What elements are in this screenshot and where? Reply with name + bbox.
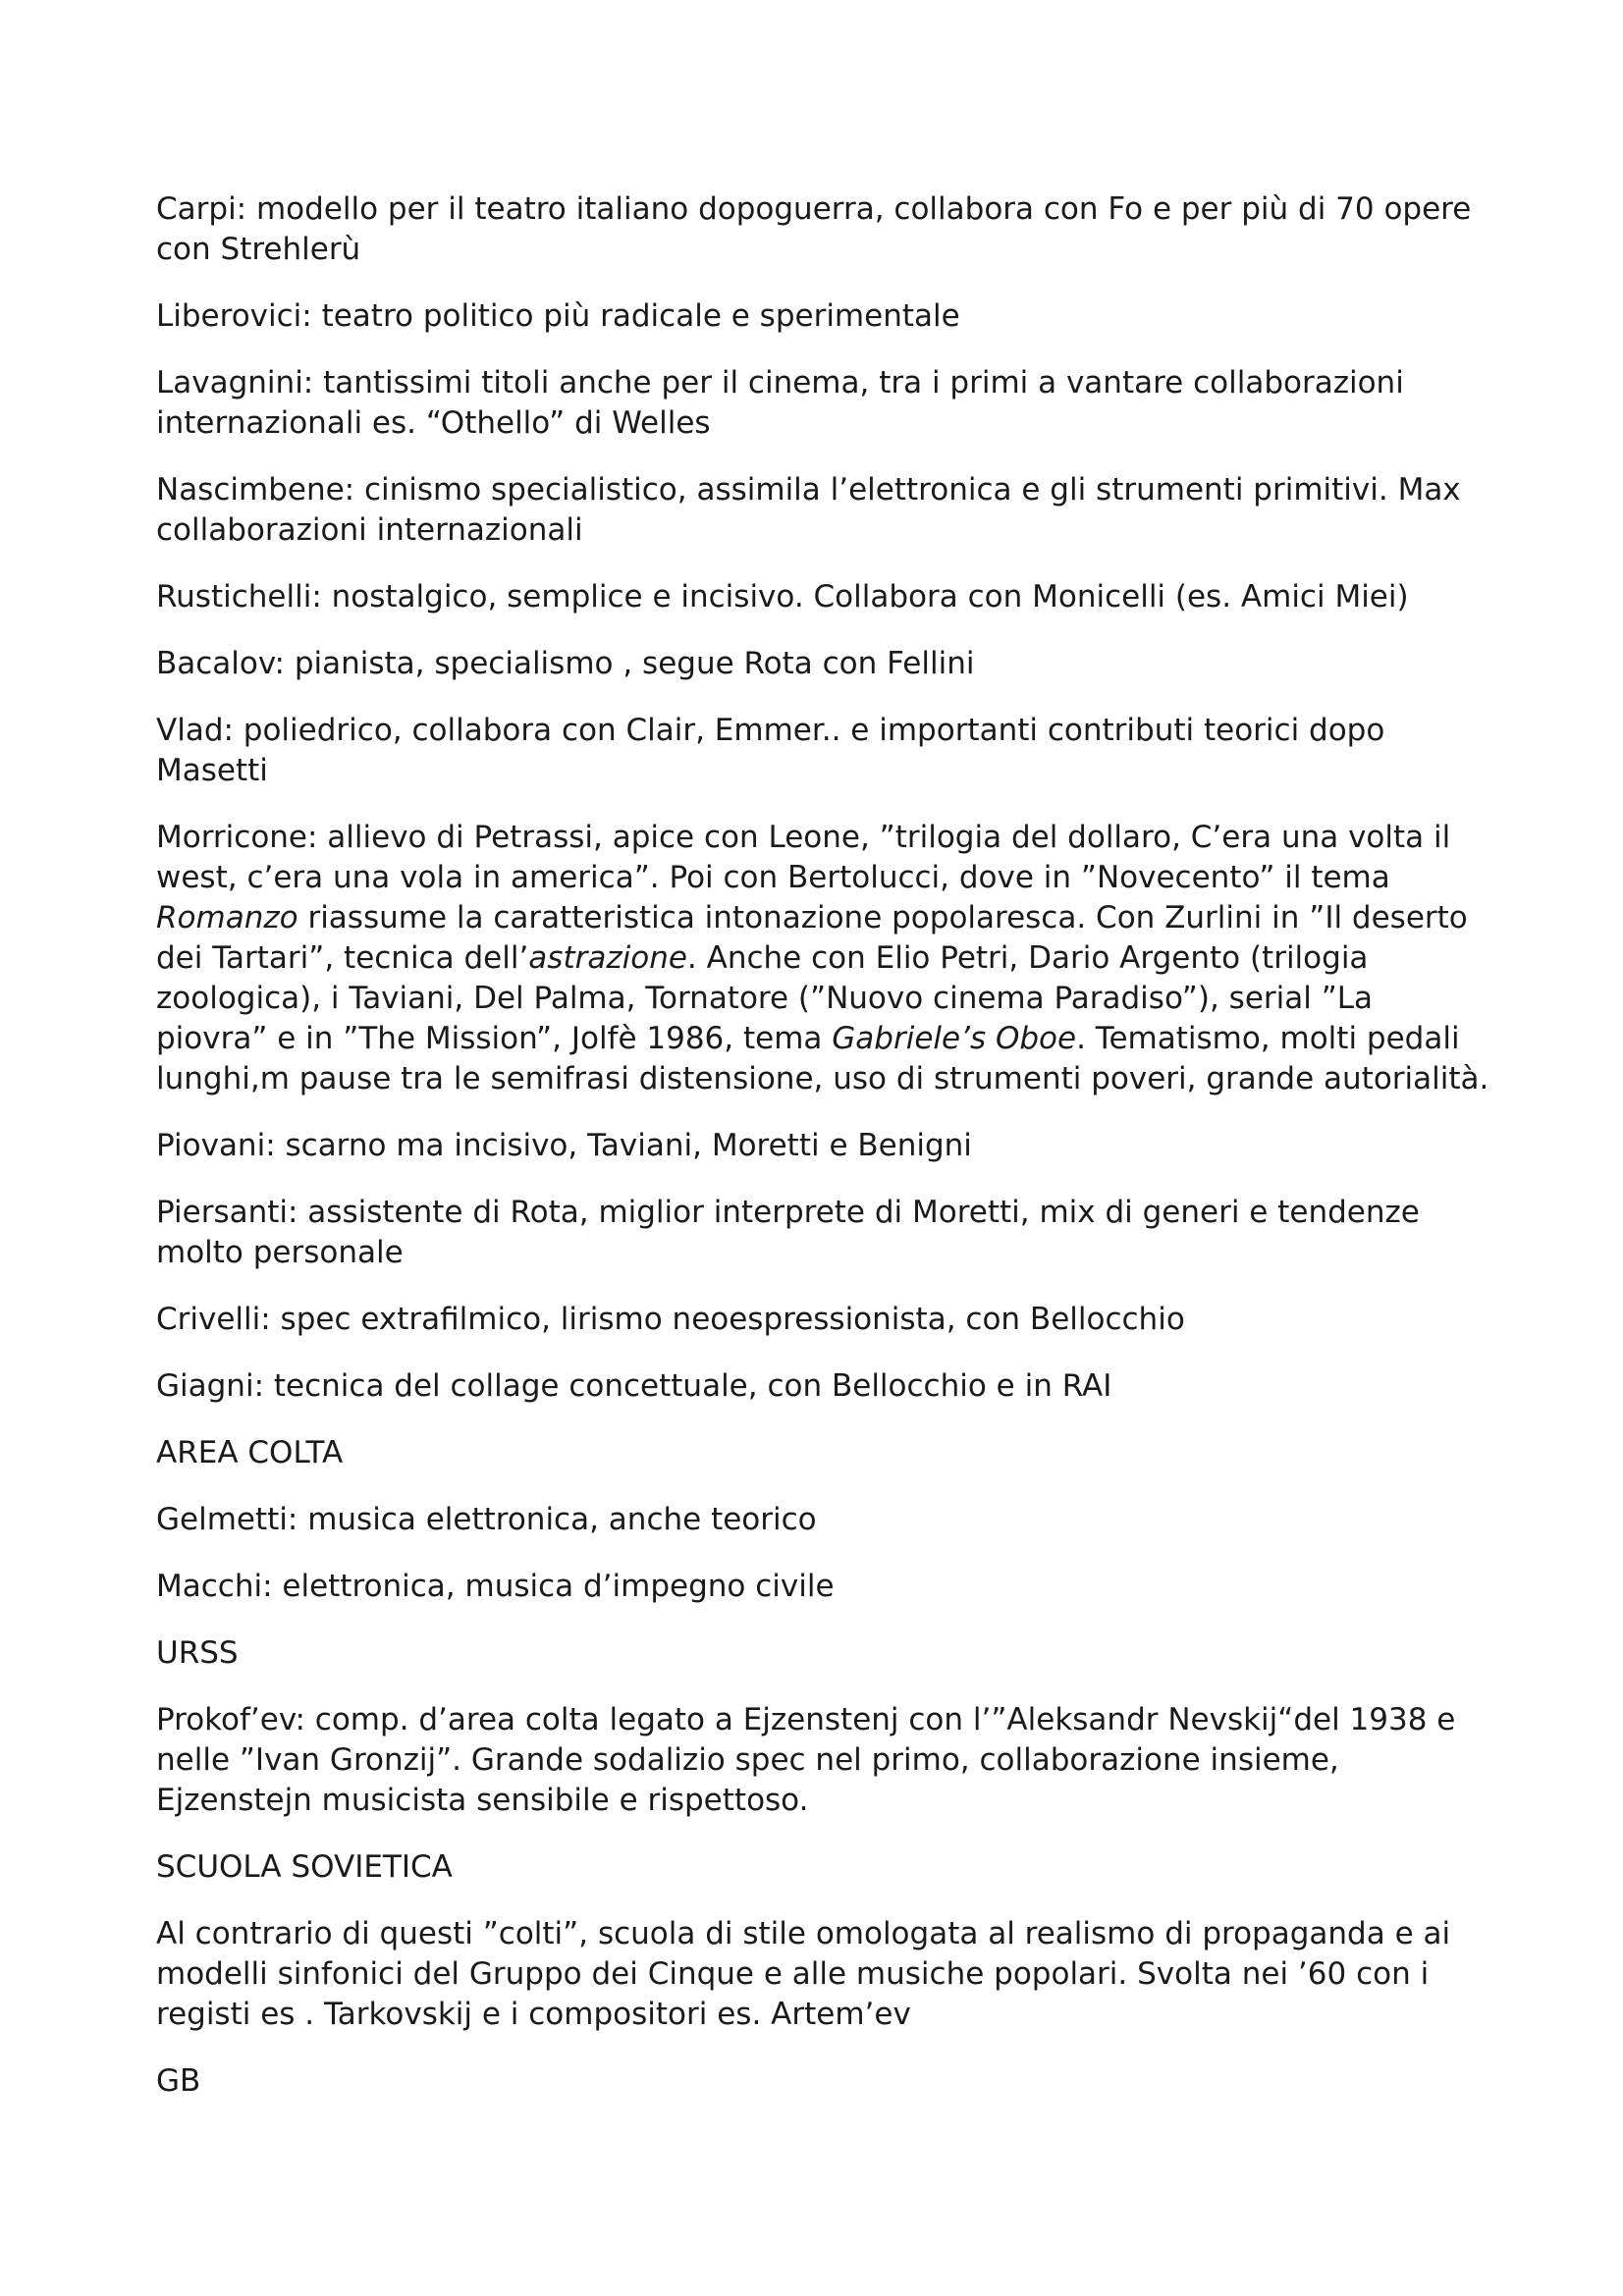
text-segment: URSS [156, 1635, 239, 1671]
text-paragraph [156, 1633, 1491, 1674]
text-paragraph [156, 1847, 1491, 1888]
text-segment: Vlad: poliedrico, collabora con Clair, Emmer.. e importanti contributi teorici dopo Masetti [156, 713, 1385, 788]
text-paragraph [156, 1433, 1491, 1473]
text-segment: . Tematismo, molti pedali lunghi,m pause tra le semifrasi distensione, uso di strumenti poveri, grande autorialità. [156, 1021, 1489, 1096]
text-segment: Nascimbene: cinismo specialistico, assimila l’elettronica e gli strumenti primitivi. Max collaborazioni internazionali [156, 472, 1461, 548]
text-paragraph [156, 1914, 1491, 2035]
text-paragraph [156, 711, 1491, 791]
text-paragraph [156, 189, 1491, 270]
text-segment: Crivelli: spec extrafilmico, lirismo neoespressionista, con Bellocchio [156, 1302, 1185, 1337]
text-segment: Bacalov: pianista, specialismo , segue Rota con Fellini [156, 646, 975, 681]
text-segment: Al contrario di questi ”colti”, scuola di stile omologata al realismo di propaganda e ai modelli sinfonici del Gruppo dei Cinque e alle musiche popolari. Svolta nei ’60 con i registi es . Tarkovskij e i compositori es. Artem’ev [156, 1916, 1451, 2032]
text-paragraph [156, 470, 1491, 551]
italic-text-segment: astrazione [528, 940, 687, 976]
text-segment: Gelmetti: musica elettronica, anche teorico [156, 1502, 817, 1537]
text-segment: . Anche con Elio Petri, Dario Argento (trilogia zoologica), i Taviani, Del Palma, Tornatore (”Nuovo cinema Paradiso”), serial ”La piovra” e in ”The Mission”, Jolfè 1986, tema [156, 940, 1374, 1056]
text-segment: Morricone: allievo di Petrassi, apice con Leone, ”trilogia del dollaro, C’era una volta il west, c’era una vola in america”. Poi con Bertolucci, dove in ”Novecento” il tema [156, 820, 1451, 895]
text-segment: Rustichelli: nostalgico, semplice e incisivo. Collabora con Monicelli (es. Amici Miei) [156, 579, 1409, 614]
text-paragraph [156, 1500, 1491, 1540]
text-paragraph [156, 1366, 1491, 1407]
text-paragraph [156, 363, 1491, 444]
text-paragraph [156, 1567, 1491, 1607]
text-segment: Liberovici: teatro politico più radicale e sperimentale [156, 298, 960, 334]
text-segment: riassume la caratteristica intonazione popolaresca. Con Zurlini in ”Il deserto dei Tartari”, tecnica dell’ [156, 900, 1468, 976]
text-segment: Macchi: elettronica, musica d’impegno civile [156, 1569, 835, 1604]
italic-text-segment: Gabriele’s Oboe [832, 1021, 1077, 1056]
text-segment: Lavagnini: tantissimi titoli anche per il cinema, tra i primi a vantare collaborazioni internazionali es. “Othello” di Welles [156, 365, 1404, 441]
text-segment: Carpi: modello per il teatro italiano dopoguerra, collabora con Fo e per più di 70 opere con Strehlerù [156, 191, 1472, 267]
text-segment: GB [156, 2063, 201, 2099]
text-segment: AREA COLTA [156, 1435, 344, 1470]
document-body [156, 189, 1491, 2128]
text-paragraph [156, 1300, 1491, 1340]
text-segment: Giagni: tecnica del collage concettuale, con Bellocchio e in RAI [156, 1368, 1112, 1404]
italic-text-segment: Romanzo [156, 900, 298, 935]
text-paragraph [156, 2061, 1491, 2102]
text-paragraph [156, 1126, 1491, 1166]
text-paragraph [156, 296, 1491, 337]
text-paragraph [156, 577, 1491, 617]
text-segment: Piersanti: assistente di Rota, miglior interprete di Moretti, mix di generi e tendenze molto personale [156, 1195, 1420, 1270]
text-segment: Piovani: scarno ma incisivo, Taviani, Moretti e Benigni [156, 1128, 972, 1163]
text-paragraph [156, 644, 1491, 684]
text-segment: Prokof’ev: comp. d’area colta legato a Ejzenstenj con l’”Aleksandr Nevskij“del 1938 e nelle ”Ivan Gronzij”. Grande sodalizio spec nel primo, collaborazione insieme, Ejzenstejn musicista sensibile e rispettoso. [156, 1702, 1456, 1818]
text-segment: SCUOLA SOVIETICA [156, 1849, 453, 1885]
text-paragraph [156, 1193, 1491, 1273]
text-paragraph [156, 1700, 1491, 1821]
text-paragraph [156, 818, 1491, 1099]
